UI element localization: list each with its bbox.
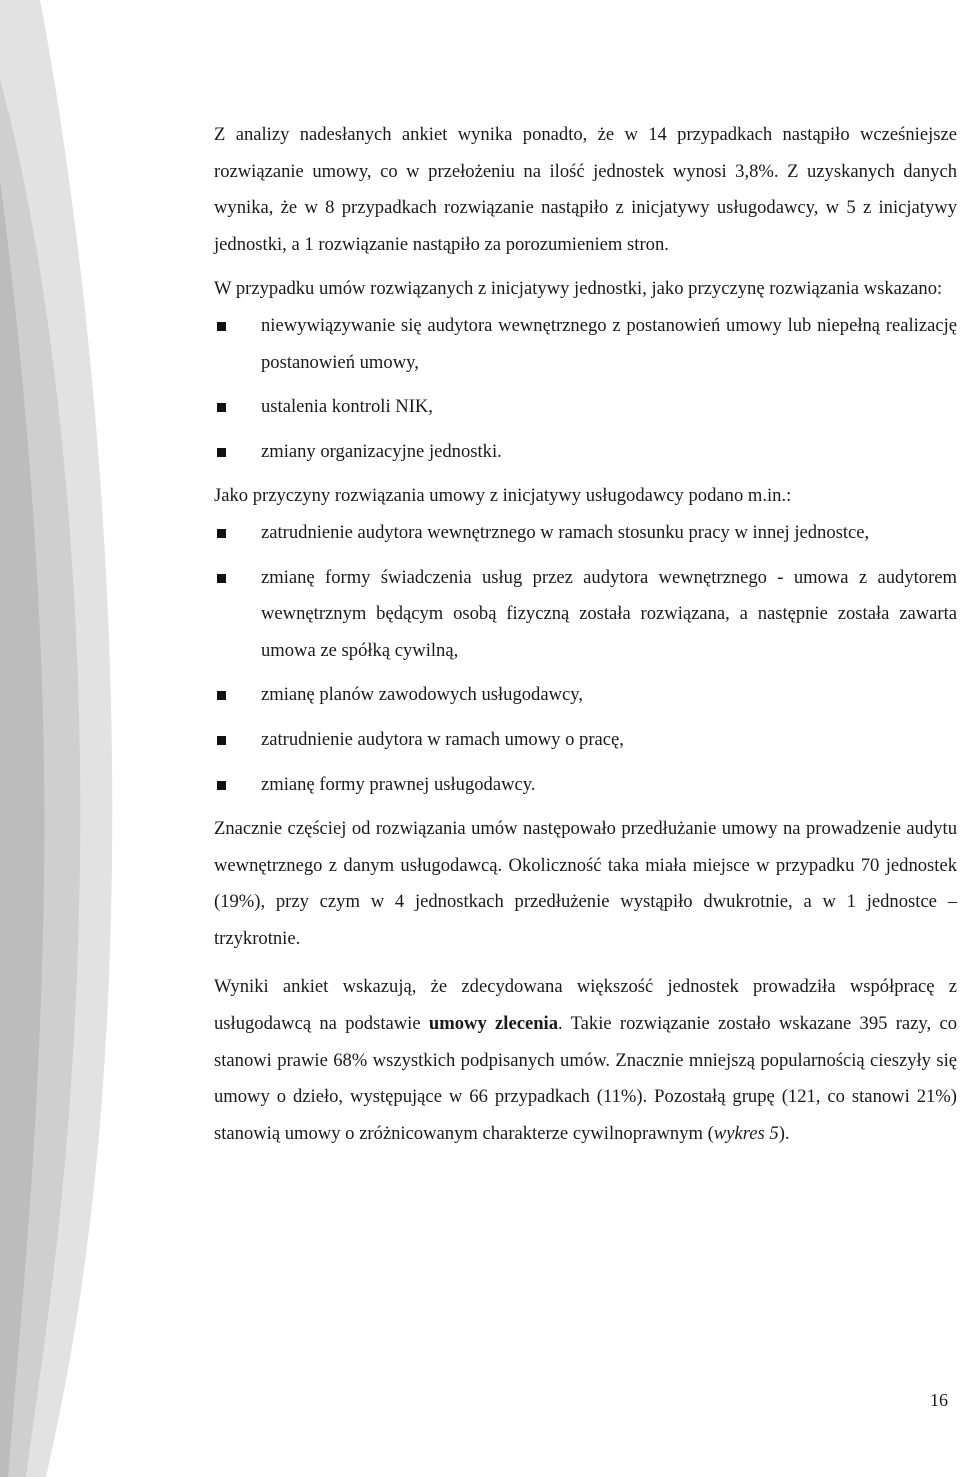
square-bullet-icon bbox=[217, 736, 226, 745]
paragraph-unit-initiative: W przypadku umów rozwiązanych z inicjatywy jednostki, jako przyczynę rozwiązania wskazano: bbox=[214, 278, 943, 300]
deco-band-mid bbox=[0, 80, 80, 1477]
list-item bbox=[214, 677, 957, 714]
square-bullet-icon bbox=[217, 574, 226, 583]
text-run: Wyniki ankiet wskazują, że zdecydowana większość jednostek prowadziła współpracę z usługodawcą na podstawie bbox=[214, 976, 957, 1035]
list-item-text: niewywiązywanie się audytora wewnętrznego z postanowień umowy lub niepełną realizację postanowień umowy, bbox=[261, 314, 957, 373]
text-run: ). bbox=[778, 1122, 790, 1144]
square-bullet-icon bbox=[217, 781, 226, 790]
square-bullet-icon bbox=[217, 322, 226, 331]
paragraph-contract-types bbox=[214, 969, 957, 1152]
square-bullet-icon bbox=[217, 529, 226, 538]
list-item bbox=[214, 515, 957, 552]
list-item bbox=[214, 767, 957, 804]
square-bullet-icon bbox=[217, 448, 226, 457]
deco-band-light bbox=[0, 0, 112, 1477]
emphasis-bold: umowy zlecenia bbox=[428, 1013, 559, 1035]
page-number: 16 bbox=[930, 1390, 948, 1410]
square-bullet-icon bbox=[217, 403, 226, 412]
list-item-text: zatrudnienie audytora wewnętrznego w ramach stosunku pracy w innej jednostce, bbox=[261, 521, 870, 543]
list-item-text: zmiany organizacyjne jednostki. bbox=[261, 440, 502, 462]
list-item bbox=[214, 389, 957, 426]
list-item-text: ustalenia kontroli NIK, bbox=[261, 396, 433, 418]
list-item-text: zmianę formy prawnej usługodawcy. bbox=[261, 773, 536, 795]
list-item bbox=[214, 722, 957, 759]
decorative-side-band bbox=[0, 0, 120, 1477]
list-unit-reasons bbox=[214, 308, 957, 470]
list-item bbox=[214, 560, 957, 670]
chart-reference: wykres 5 bbox=[713, 1122, 779, 1144]
paragraph-contract-extension: Znacznie częściej od rozwiązania umów następowało przedłużanie umowy na prowadzenie audytu wewnętrznego z danym usługodawcą. Okoliczność taka miała miejsce w przypadku 70 jednostek (19%), przy czym w 4 jednostkach przedłużenie wystąpiło dwukrotnie, a w 1 jednostce – trzykrotnie. bbox=[214, 818, 957, 949]
paragraph-provider-initiative: Jako przyczyny rozwiązania umowy z inicjatywy usługodawcy podano m.in.: bbox=[214, 485, 792, 507]
paragraph-early-termination: Z analizy nadesłanych ankiet wynika ponadto, że w 14 przypadkach nastąpiło wcześniejsze rozwiązanie umowy, co w przełożeniu na ilość jednostek wynosi 3,8%. Z uzyskanych danych wynika, że w 8 przypadkach rozwiązanie nastąpiło z inicjatywy usługodawcy, w 5 z inicjatywy jednostki, a 1 rozwiązanie nastąpiło za porozumieniem stron. bbox=[214, 124, 957, 255]
list-item-text: zmianę planów zawodowych usługodawcy, bbox=[261, 684, 584, 706]
list-provider-reasons bbox=[214, 515, 957, 803]
list-item-text: zmianę formy świadczenia usług przez audytora wewnętrznego - umowa z audytorem wewnętrznym będącym osobą fizyczną została rozwiązana, a następnie została zawarta umowa ze spółką cywilną, bbox=[261, 566, 957, 661]
list-item bbox=[214, 434, 957, 471]
square-bullet-icon bbox=[217, 691, 226, 700]
text-run: . Takie rozwiązanie zostało wskazane 395 razy, co stanowi prawie 68% wszystkich podpisanych umów. Znacznie mniejszą popularnością cieszyły się umowy o dzieło, występujące w 66 przypadkach (11%). Pozostałą grupę (121, co stanowi 21%) stanowią umowy o zróżnicowanym charakterze cywilnoprawnym ( bbox=[214, 1013, 957, 1144]
deco-band-dark bbox=[0, 180, 44, 1477]
page-content bbox=[214, 117, 957, 1152]
list-item bbox=[214, 308, 957, 381]
list-item-text: zatrudnienie audytora w ramach umowy o pracę, bbox=[261, 728, 624, 750]
